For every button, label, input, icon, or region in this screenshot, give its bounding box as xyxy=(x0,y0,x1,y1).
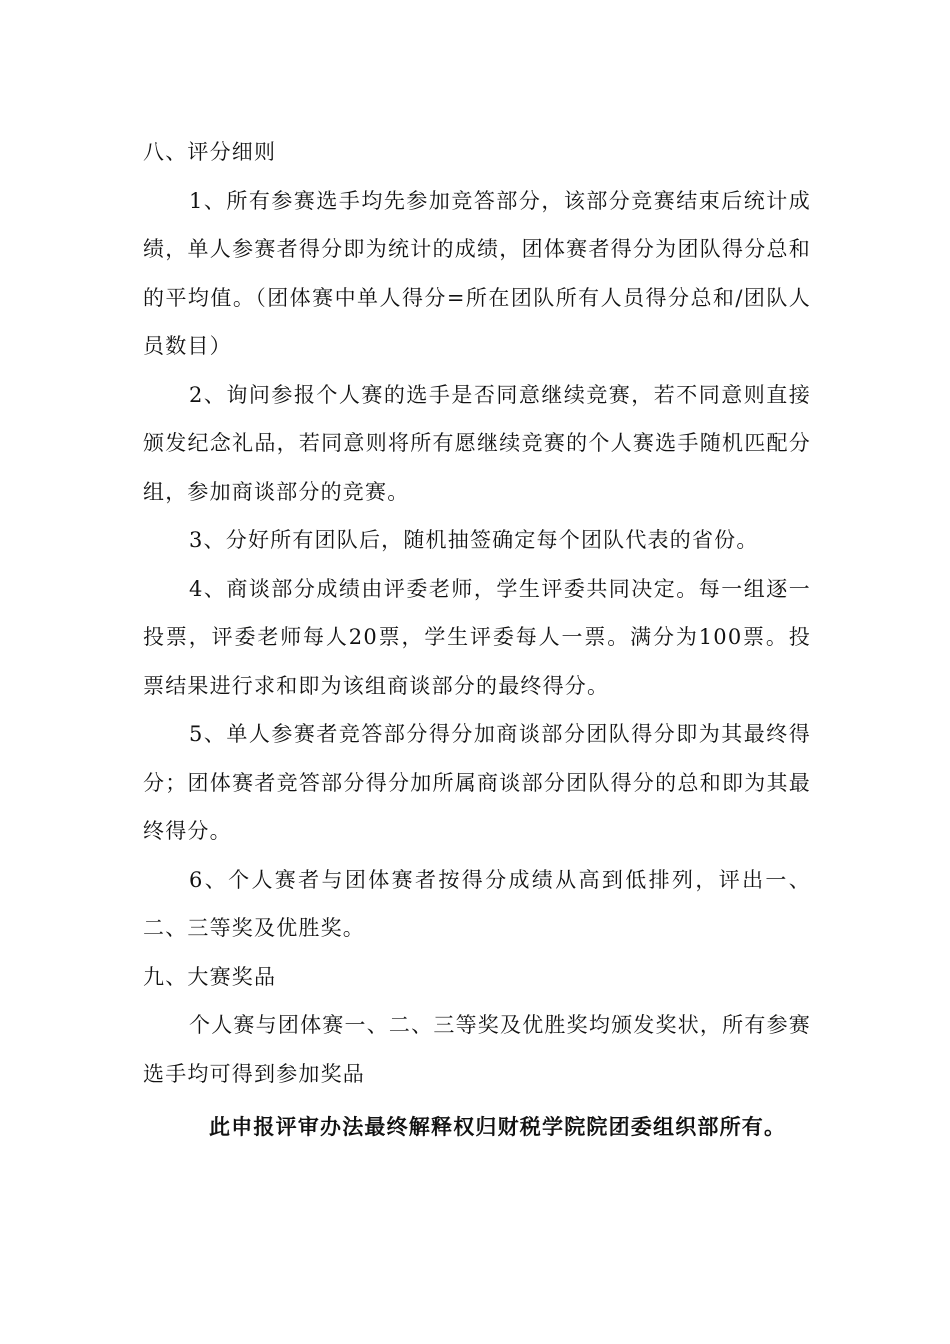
section-heading-scoring: 八、评分细则 xyxy=(143,140,277,164)
closing-statement: 此申报评审办法最终解释权归财税学院院团委组织部所有。 xyxy=(209,1114,787,1139)
scoring-rule-1: 1、所有参赛选手均先参加竞答部分，该部分竞赛结束后统计成绩，单人参赛者得分即为统计的成绩，团体赛者得分为团队得分总和的平均值。（团体赛中单人得分=所在团队所有人员得分总和/团队人员数目） xyxy=(143,188,811,358)
prizes-description: 个人赛与团体赛一、二、三等奖及优胜奖均颁发奖状，所有参赛选手均可得到参加奖品 xyxy=(143,1013,811,1086)
scoring-rule-6: 6、个人赛者与团体赛者按得分成绩从高到低排列，评出一、二、三等奖及优胜奖。 xyxy=(143,867,811,940)
document-body xyxy=(143,128,811,1156)
scoring-rule-2: 2、询问参报个人赛的选手是否同意继续竞赛，若不同意则直接颁发纪念礼品，若同意则将所有愿继续竞赛的个人赛选手随机匹配分组，参加商谈部分的竞赛。 xyxy=(143,382,811,504)
scoring-rule-4: 4、商谈部分成绩由评委老师，学生评委共同决定。每一组逐一投票，评委老师每人20票，学生评委每人一票。满分为100票。投票结果进行求和即为该组商谈部分的最终得分。 xyxy=(143,576,811,698)
scoring-rule-5: 5、单人参赛者竞答部分得分加商谈部分团队得分即为其最终得分；团体赛者竞答部分得分加所属商谈部分团队得分的总和即为其最终得分。 xyxy=(143,722,811,843)
scoring-rule-3: 3、分好所有团队后，随机抽签确定每个团队代表的省份。 xyxy=(189,528,759,552)
section-heading-prizes: 九、大赛奖品 xyxy=(143,964,277,989)
